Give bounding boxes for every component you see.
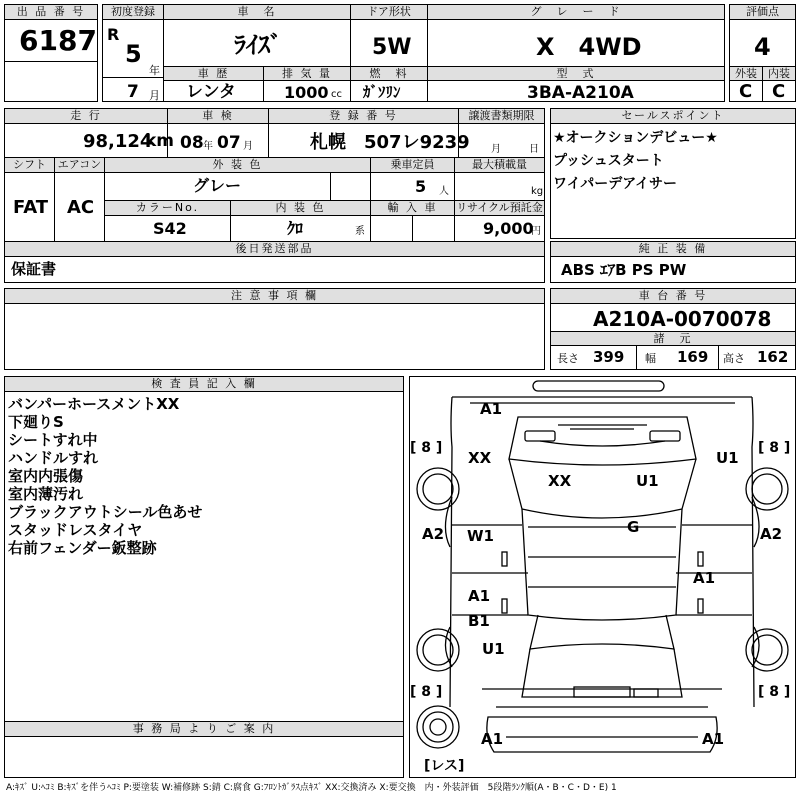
- inspection-year: 08: [180, 133, 204, 153]
- first-registration-box: [102, 4, 164, 102]
- remark-line: 室内内張傷: [8, 467, 84, 485]
- chassis-label: 車 台 番 号: [551, 289, 795, 304]
- equipment-box: [550, 241, 796, 283]
- era: R: [107, 25, 120, 44]
- notes-label: 注 意 事 項 欄: [5, 289, 544, 304]
- sales-points-label: セールスポイント: [551, 109, 795, 124]
- tread-front-right: [ 8 ]: [758, 440, 791, 456]
- model-label: 型 式: [428, 67, 724, 81]
- car-info-box: [163, 4, 725, 102]
- shift-label: シフト: [5, 158, 55, 173]
- tread-rear-right: [ 8 ]: [758, 684, 791, 700]
- interior-label: 内装: [763, 67, 795, 81]
- car-name: ﾗｲｽﾞ: [234, 31, 282, 59]
- score-label: 評価点: [730, 5, 795, 20]
- interior-color-unit: 系: [355, 226, 365, 237]
- damage-mark: A1: [481, 730, 504, 748]
- remark-line: 右前フェンダー鈑整跡: [8, 539, 157, 557]
- shift: FAT: [13, 197, 49, 218]
- office-label: 事 務 局 よ り ご 案 内: [5, 722, 403, 737]
- color-number: S42: [153, 219, 187, 238]
- inspector-label: 検 査 員 記 入 欄: [5, 377, 403, 392]
- chassis-number: A210A-0070078: [593, 307, 772, 331]
- damage-mark: A1: [480, 400, 503, 418]
- lot-number-box: [4, 4, 98, 62]
- color-label: 外 装 色: [105, 158, 371, 173]
- lot-number-spacer: [4, 61, 98, 102]
- notes-box: [4, 288, 545, 370]
- displacement-label: 排 気 量: [264, 67, 351, 81]
- score: 4: [754, 33, 771, 61]
- door-type: 5W: [372, 35, 412, 60]
- sales-point-item: ★オークションデビュー★: [553, 130, 718, 146]
- damage-mark: A1: [693, 569, 716, 587]
- inspection-label: 車 検: [168, 109, 269, 124]
- height-label: 高さ: [723, 352, 745, 365]
- tread-rear-left: [ 8 ]: [410, 684, 443, 700]
- remark-line: シートすれ中: [8, 431, 98, 449]
- plate-number: 札幌 507レ9239: [310, 132, 470, 153]
- month-unit: 月: [149, 89, 160, 102]
- exterior-score: C: [739, 81, 753, 102]
- transfer-label: 譲渡書類期限: [459, 109, 544, 124]
- history: レンタ: [186, 82, 236, 102]
- length-label: 長さ: [557, 352, 579, 365]
- damage-mark: B1: [468, 612, 490, 630]
- later-parts-label: 後日発送部品: [5, 242, 544, 257]
- fuel: ｶﾞｿﾘﾝ: [363, 83, 401, 101]
- tread-front-left: [ 8 ]: [410, 440, 443, 456]
- legend: A:ｷｽﾞ U:ﾍｺﾐ B:ｷｽﾞを伴うﾍｺﾐ P:要塗装 W:補修跡 S:錆 C:腐食 G:ﾌﾛﾝﾄｶﾞﾗｽ点ｷｽﾞ XX:交換済み X:要交換 内・外装評価 5段階ﾗﾝｸ順(A・B・C・D・E) 1: [6, 783, 617, 793]
- car-outline-diagram: [410, 377, 795, 777]
- damage-mark: XX: [548, 472, 572, 490]
- mileage-label: 走 行: [5, 109, 168, 124]
- remark-line: 室内薄汚れ: [8, 485, 84, 503]
- later-parts: 保証書: [11, 260, 57, 278]
- height: 162: [757, 348, 789, 366]
- sales-point-item: プッシュスタート: [553, 153, 664, 169]
- damage-mark: A2: [760, 525, 783, 543]
- exterior-color: グレー: [193, 176, 242, 195]
- width: 169: [677, 348, 709, 366]
- inspection-month-unit: 月: [243, 141, 253, 152]
- lot-number: 6187: [19, 24, 97, 57]
- color-number-label: カラーNo.: [105, 201, 231, 216]
- remark-line: スタッドレスタイヤ: [8, 521, 143, 539]
- chassis-box: [550, 288, 796, 370]
- remark-line: バンパーホースメントXX: [8, 395, 180, 413]
- capacity-unit: 人: [439, 186, 449, 197]
- registration-month: 7: [127, 82, 139, 102]
- lot-number-label: 出 品 番 号: [5, 5, 97, 20]
- damage-mark: A2: [422, 525, 445, 543]
- import-label: 輸 入 車: [371, 201, 455, 216]
- recycle-deposit: 9,000: [483, 219, 534, 238]
- damage-mark: U1: [636, 472, 659, 490]
- interior-color-label: 内 装 色: [231, 201, 371, 216]
- registration-year: 5: [125, 40, 142, 68]
- plate-label: 登 録 番 号: [269, 109, 459, 124]
- transfer-day-unit: 日: [529, 144, 539, 155]
- inspector-box: [4, 376, 404, 778]
- remark-line: 下廻りS: [8, 413, 64, 431]
- damage-mark: U1: [482, 640, 505, 658]
- inspection-year-unit: 年: [203, 141, 213, 152]
- fuel-label: 燃 料: [351, 67, 428, 81]
- dimensions-label: 諸 元: [551, 332, 795, 346]
- recycle-unit: 円: [531, 226, 541, 237]
- mileage-unit: km: [145, 131, 175, 151]
- exterior-label: 外装: [730, 67, 763, 81]
- remark-line: ブラックアウトシール色あせ: [8, 503, 203, 521]
- equipment-label: 純 正 装 備: [551, 242, 795, 257]
- interior-score: C: [772, 81, 786, 102]
- grade: X 4WD: [536, 33, 642, 61]
- grade-label: グ レ ー ド: [428, 5, 724, 20]
- sales-points-box: [550, 108, 796, 239]
- sales-point-item: ワイパーデアイサー: [553, 176, 678, 192]
- air-conditioner: AC: [67, 197, 95, 218]
- inspection-month: 07: [217, 133, 241, 153]
- damage-mark: A1: [468, 587, 491, 605]
- displacement-unit: cc: [331, 89, 342, 100]
- recycle-label: リサイクル預託金: [456, 201, 543, 214]
- ac-label: エアコン: [55, 158, 105, 173]
- interior-color: ｸﾛ: [287, 219, 304, 238]
- car-name-label: 車 名: [164, 5, 351, 20]
- door-label: ドア形状: [351, 5, 428, 20]
- capacity: 5: [415, 177, 427, 196]
- year-unit: 年: [149, 64, 160, 77]
- length: 399: [593, 348, 625, 366]
- damage-mark: U1: [716, 449, 739, 467]
- first-registration-label: 初度登録: [103, 5, 163, 20]
- load-unit: kg: [531, 186, 544, 197]
- spec-box: [4, 108, 545, 283]
- model: 3BA-A210A: [527, 83, 634, 103]
- damage-mark: G: [627, 518, 640, 536]
- damage-mark: W1: [467, 527, 494, 545]
- damage-mark: A1: [702, 730, 725, 748]
- damage-diagram-box: [409, 376, 796, 778]
- equipment: ABS ｴｱB PS PW: [561, 261, 687, 279]
- mileage: 98,124: [83, 131, 153, 152]
- history-label: 車 歴: [164, 67, 264, 81]
- damage-mark: XX: [468, 449, 492, 467]
- spare-tire: [レス]: [424, 758, 465, 774]
- remark-line: ハンドルすれ: [8, 449, 99, 467]
- displacement: 1000: [284, 83, 329, 102]
- load-label: 最大積載量: [455, 158, 544, 173]
- capacity-label: 乗車定員: [371, 158, 455, 173]
- transfer-month-unit: 月: [491, 144, 501, 155]
- score-box: [729, 4, 796, 102]
- width-label: 幅: [645, 352, 656, 365]
